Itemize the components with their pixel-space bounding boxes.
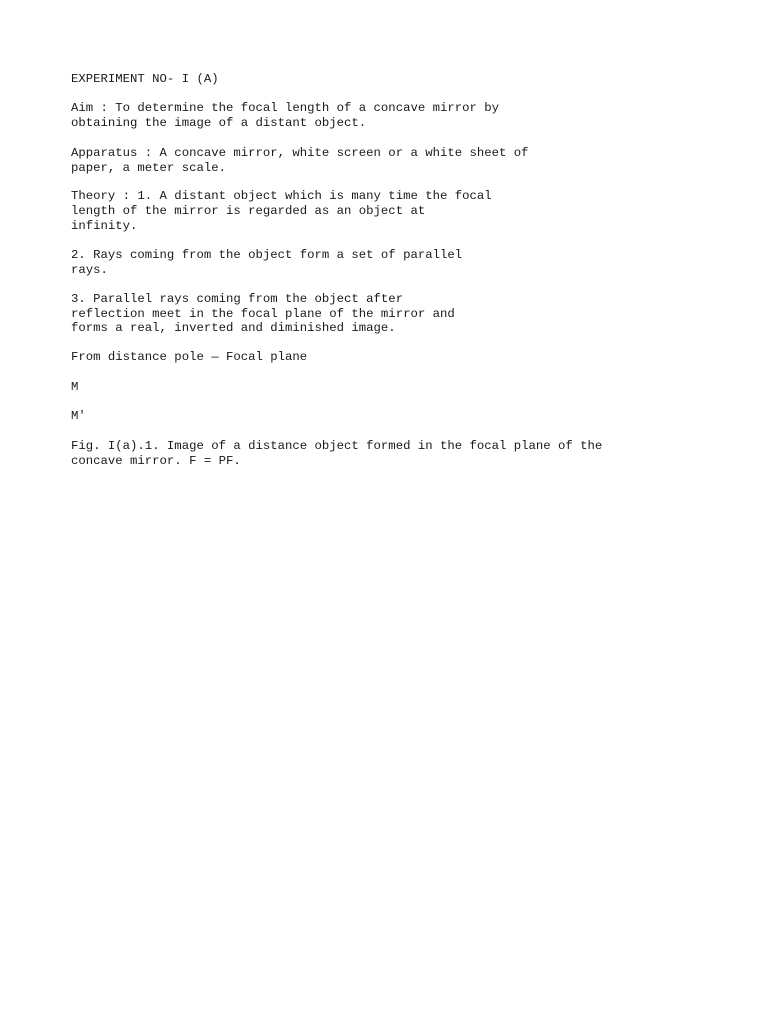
theory-line-1: Theory : 1. A distant object which is many time the focal xyxy=(71,189,492,203)
theory-line-3: infinity. xyxy=(71,219,138,233)
diagram-distance-label: From distance pole — Focal plane xyxy=(71,350,308,364)
diagram-m-prime-label: M' xyxy=(71,409,86,423)
diagram-m-label: M xyxy=(71,380,79,394)
experiment-heading: EXPERIMENT NO- I (A) xyxy=(71,72,219,86)
point-3-line-3: forms a real, inverted and diminished image. xyxy=(71,321,396,335)
apparatus-line-2: paper, a meter scale. xyxy=(71,161,226,175)
apparatus-line-1: Apparatus : A concave mirror, white screen or a white sheet of xyxy=(71,146,529,160)
aim-line-2: obtaining the image of a distant object. xyxy=(71,116,367,130)
aim-line-1: Aim : To determine the focal length of a concave mirror by xyxy=(71,101,500,115)
point-2-line-1: 2. Rays coming from the object form a set of parallel xyxy=(71,248,463,262)
figure-caption-line-2: concave mirror. F = PF. xyxy=(71,454,241,468)
point-2-line-2: rays. xyxy=(71,263,108,277)
point-3-line-2: reflection meet in the focal plane of the mirror and xyxy=(71,307,455,321)
figure-caption-line-1: Fig. I(a).1. Image of a distance object formed in the focal plane of the xyxy=(71,439,603,453)
theory-line-2: length of the mirror is regarded as an object at xyxy=(71,204,426,218)
point-3-line-1: 3. Parallel rays coming from the object after xyxy=(71,292,404,306)
